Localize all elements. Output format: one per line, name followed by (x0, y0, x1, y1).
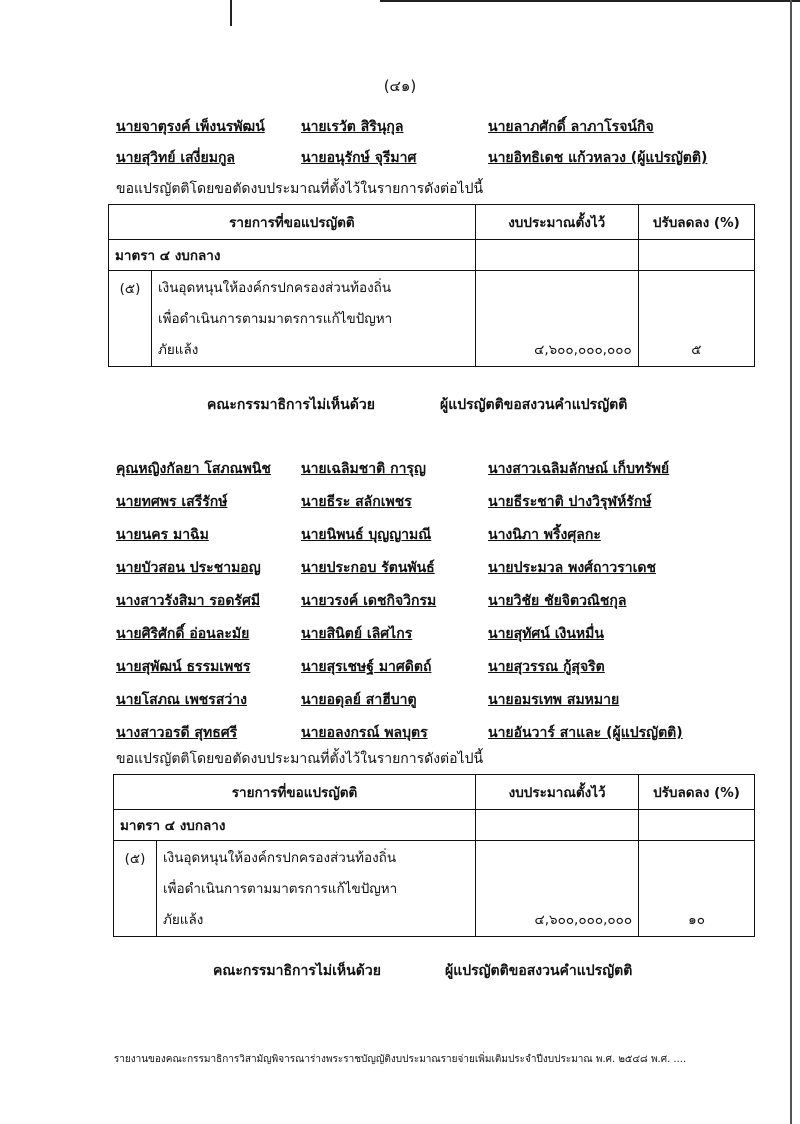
member-name: นายสุรเชษฐ์ มาศดิตถ์ (301, 659, 432, 675)
member-name: นายวิชัย ชัยจิตวณิชกุล (488, 593, 627, 609)
reservation-note: ผู้แปรญัตติขอสงวนคำแปรญัตติ (445, 963, 633, 979)
header-item: รายการที่ขอแปรญัตติ (109, 205, 476, 240)
member-name: นายวรงค์ เดชกิจวิกรม (301, 593, 437, 609)
name-row (116, 656, 756, 689)
item-percent: ๕ (638, 271, 754, 367)
table-section-row (114, 810, 755, 841)
name-row (116, 524, 756, 557)
name-row (116, 590, 756, 623)
request-text: ขอแปรญัตติโดยขอตัดงบประมาณที่ตั้งไว้ในรายการดังต่อไปนี้ (116, 181, 484, 197)
member-name: นางสาวรังสิมา รอดรัศมี (116, 593, 261, 609)
scan-artifact-line (380, 0, 800, 2)
item-line: เงินอุดหนุนให้องค์กรปกครองส่วนท้องถิ่น (163, 850, 397, 866)
name-row (116, 623, 756, 656)
item-number: (๕) (114, 841, 157, 937)
item-line: เงินอุดหนุนให้องค์กรปกครองส่วนท้องถิ่น (158, 280, 392, 296)
name-row (116, 458, 756, 491)
scan-artifact-line (790, 0, 792, 1124)
table-header-row (114, 775, 755, 810)
table-row (109, 271, 755, 367)
member-name: นายสุพัฒน์ ธรรมเพชร (116, 659, 251, 675)
header-item: รายการที่ขอแปรญัตติ (114, 775, 476, 810)
item-percent: ๑๐ (639, 841, 755, 937)
item-description (152, 271, 476, 367)
member-name: นายลาภศักดิ์ ลาภาโรจน์กิจ (488, 119, 654, 135)
name-row (116, 491, 756, 524)
member-name: นางนิภา พริ้งศุลกะ (488, 527, 601, 543)
member-name: นายจาตุรงค์ เพ็งนรพัฒน์ (116, 119, 265, 135)
header-reduction: ปรับลดลง (%) (638, 205, 754, 240)
member-name: นายอลงกรณ์ พลบุตร (301, 725, 428, 741)
member-name: นายอิทธิเดช แก้วหลวง (ผู้แปรญัตติ) (488, 150, 708, 166)
reservation-note: ผู้แปรญัตติขอสงวนคำแปรญัตติ (440, 397, 628, 413)
table-header-row (109, 205, 755, 240)
member-name: นายสุวิทย์ เสงี่ยมกูล (116, 150, 235, 166)
empty-cell (476, 810, 639, 841)
page-footer: รายงานของคณะกรรมาธิการวิสามัญพิจารณาร่างพระราชบัญญัติงบประมาณรายจ่ายเพิ่มเติมประจำปีงบประมาณ พ.ศ. ๒๕๔๘ พ.ศ. .... (113, 1054, 687, 1065)
item-line: ภัยแล้ง (158, 342, 199, 358)
member-name: นายประมวล พงศ์ถาวราเดช (488, 560, 657, 576)
item-description (157, 841, 476, 937)
item-number: (๕) (109, 271, 152, 367)
member-name: นายเรวัต สิรินุกุล (301, 119, 404, 135)
member-name: นายอนุรักษ์ จุรีมาศ (301, 150, 417, 166)
header-budget: งบประมาณตั้งไว้ (475, 205, 638, 240)
group2-name-list (116, 458, 756, 755)
page-number: (๔๑) (383, 77, 417, 95)
request-text: ขอแปรญัตติโดยขอตัดงบประมาณที่ตั้งไว้ในรายการดังต่อไปนี้ (116, 751, 484, 767)
member-name: นายสินิตย์ เลิศไกร (301, 626, 413, 642)
empty-cell (475, 240, 638, 271)
member-name: นายธีระ สลักเพชร (301, 494, 412, 510)
name-row (116, 689, 756, 722)
item-line: เพื่อดำเนินการตามมาตรการแก้ไขปัญหา (158, 311, 393, 327)
member-name: นายอดุลย์ สาฮีบาตู (301, 692, 417, 708)
item-amount: ๔,๖๐๐,๐๐๐,๐๐๐ (476, 841, 639, 937)
member-name: นายทศพร เสรีรักษ์ (116, 494, 228, 510)
member-name: นายธีระชาติ ปางวิรุฬห์รักษ์ (488, 494, 652, 510)
section-label: มาตรา ๔ งบกลาง (114, 810, 476, 841)
item-amount: ๔,๖๐๐,๐๐๐,๐๐๐ (475, 271, 638, 367)
scan-artifact-line (230, 0, 232, 26)
member-name: นายอมรเทพ สมหมาย (488, 692, 620, 708)
member-name: นางสาวอรดี สุทธศรี (116, 725, 238, 741)
committee-disagrees-note: คณะกรรมาธิการไม่เห็นด้วย (207, 397, 375, 413)
header-budget: งบประมาณตั้งไว้ (476, 775, 639, 810)
member-name: คุณหญิงกัลยา โสภณพนิช (116, 461, 271, 477)
name-row (116, 557, 756, 590)
member-name: นายสุวรรณ กู้สุจริต (488, 659, 605, 675)
item-line: เพื่อดำเนินการตามมาตรการแก้ไขปัญหา (163, 881, 398, 897)
table-row (114, 841, 755, 937)
table-section-row (109, 240, 755, 271)
member-name: นายโสภณ เพชรสว่าง (116, 692, 247, 708)
item-line: ภัยแล้ง (163, 912, 204, 928)
member-name: นายประกอบ รัตนพันธ์ (301, 560, 435, 576)
budget-table (108, 204, 755, 367)
member-name: นายนิพนธ์ บุญญามณี (301, 527, 432, 543)
member-name: นายนคร มาฉิม (116, 527, 209, 543)
member-name: นายศิริศักดิ์ อ่อนละมัย (116, 626, 250, 642)
member-name: นายอันวาร์ สาและ (ผู้แปรญัตติ) (488, 725, 683, 741)
name-row (116, 116, 736, 147)
header-reduction: ปรับลดลง (%) (639, 775, 755, 810)
name-row (116, 147, 736, 178)
budget-table (113, 774, 755, 937)
member-name: นางสาวเฉลิมลักษณ์ เก็บทรัพย์ (488, 461, 670, 477)
section-label: มาตรา ๔ งบกลาง (109, 240, 476, 271)
committee-disagrees-note: คณะกรรมาธิการไม่เห็นด้วย (213, 963, 381, 979)
empty-cell (639, 810, 755, 841)
empty-cell (638, 240, 754, 271)
member-name: นายสุทัศน์ เงินหมื่น (488, 626, 604, 642)
member-name: นายเฉลิมชาติ การุญ (301, 461, 426, 477)
member-name: นายบัวสอน ประชามอญ (116, 560, 261, 576)
group1-name-list (116, 116, 736, 178)
